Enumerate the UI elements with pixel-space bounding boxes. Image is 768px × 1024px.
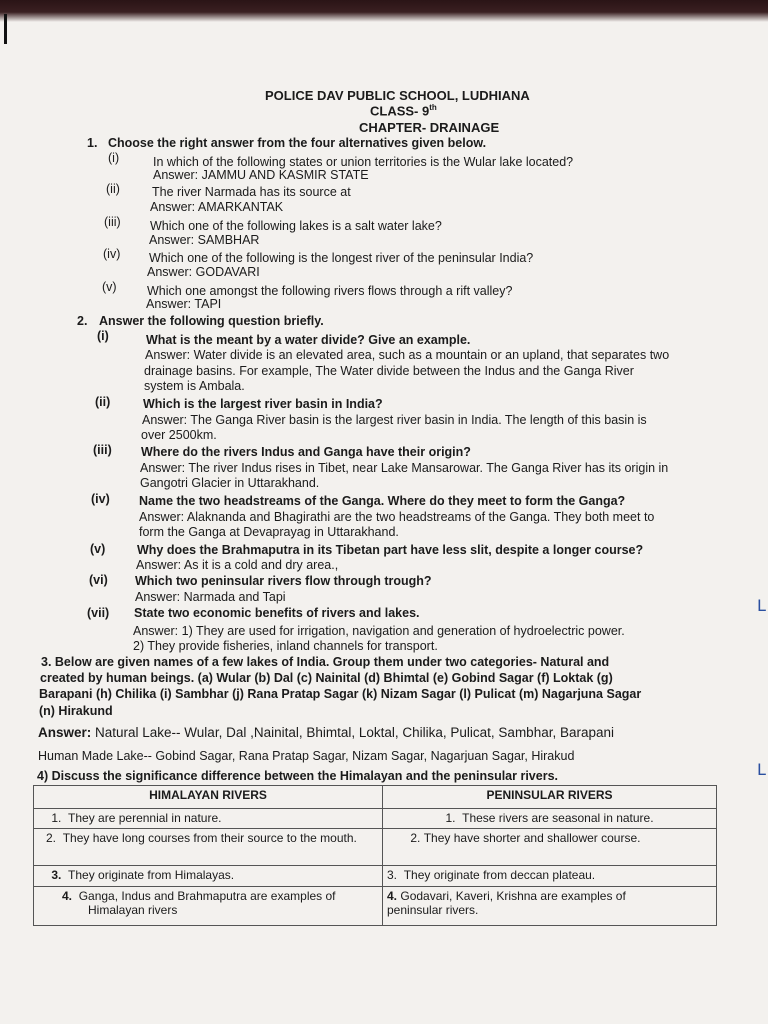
q1-item-answer: Answer: TAPI <box>146 297 222 311</box>
q2-item-answer-line: over 2500km. <box>141 428 217 442</box>
q1-number: 1. <box>87 136 98 150</box>
q1-item-answer: Answer: AMARKANTAK <box>150 200 284 214</box>
table-row <box>34 809 717 829</box>
q2-number: 2. <box>77 314 88 328</box>
table-row <box>34 829 717 866</box>
q2-item-question: Where do the rivers Indus and Ganga have their origin? <box>141 445 471 459</box>
q2-item-answer-line: Answer: 1) They are used for irrigation, navigation and generation of hydroelectric power. <box>133 624 625 638</box>
table-cell-left: 3. They originate from Himalayas. <box>34 866 383 887</box>
q1-item-question: Which one of the following lakes is a salt water lake? <box>150 219 442 233</box>
q2-item-num: (vii) <box>87 606 110 620</box>
q2-item-answer-line: Answer: The river Indus rises in Tibet, near Lake Mansarowar. The Ganga River has its origin in <box>140 461 669 475</box>
q1-item-num: (iv) <box>103 247 121 261</box>
q2-item-question: Which is the largest river basin in India? <box>143 397 383 411</box>
table-cell-left: 4. Ganga, Indus and Brahmaputra are examples of Himalayan rivers <box>34 887 383 926</box>
q3-line: (n) Hirakund <box>39 704 113 718</box>
q3-answer-human: Human Made Lake-- Gobind Sagar, Rana Pratap Sagar, Nizam Sagar, Nagarjuan Sagar, Hirakud <box>38 749 575 763</box>
q2-item-question: Name the two headstreams of the Ganga. Where do they meet to form the Ganga? <box>139 494 626 508</box>
q1-item-question: Which one amongst the following rivers flows through a rift valley? <box>147 284 513 298</box>
q1-item-answer: Answer: JAMMU AND KASMIR STATE <box>153 168 369 182</box>
q1-item-answer: Answer: SAMBHAR <box>149 233 260 247</box>
q2-item-answer-line: form the Ganga at Devaprayag in Uttarakhand. <box>139 525 399 539</box>
q2-item-num: (ii) <box>95 395 111 409</box>
q2-item-answer-line: Answer: Water divide is an elevated area, such as a mountain or an upland, that separates two <box>145 348 670 362</box>
q3-line: Barapani (h) Chilika (i) Sambhar (j) Rana Pratap Sagar (k) Nizam Sagar (l) Pulicat (m) Nagarjuna Sagar <box>39 687 642 701</box>
background-page-glyph: L <box>757 596 766 615</box>
q2-item-num: (i) <box>97 329 109 343</box>
table-cell-right: 1. These rivers are seasonal in nature. <box>383 809 717 829</box>
q4-title: 4) Discuss the significance difference between the Himalayan and the peninsular rivers. <box>37 769 559 783</box>
q2-item-answer-line: Gangotri Glacier in Uttarakhand. <box>140 476 320 490</box>
q1-item-question: The river Narmada has its source at <box>152 185 351 199</box>
q2-item-num: (iii) <box>93 443 112 457</box>
q1-item-question: Which one of the following is the longest river of the peninsular India? <box>149 251 534 265</box>
table-row <box>34 887 717 926</box>
comparison-table <box>33 785 717 926</box>
q2-item-answer-line: drainage basins. For example, The Water divide between the Indus and the Ganga River <box>144 364 634 378</box>
q1-item-question: In which of the following states or union territories is the Wular lake located? <box>153 155 574 169</box>
q3-line: 3. Below are given names of a few lakes of India. Group them under two categories- Natural and <box>41 655 610 669</box>
q2-item-question: Why does the Brahmaputra in its Tibetan part have less slit, despite a longer course? <box>137 543 644 557</box>
q2-item-num: (vi) <box>89 573 108 587</box>
q2-item-answer-line: Answer: Narmada and Tapi <box>135 590 286 604</box>
q3-answer-natural: Answer: Natural Lake-- Wular, Dal ,Nainital, Bhimtal, Loktal, Chilika, Pulicat, Sambhar, Barapani <box>38 725 615 740</box>
q1-title: Choose the right answer from the four alternatives given below. <box>108 136 487 150</box>
q1-item-num: (iii) <box>104 215 121 229</box>
q2-item-answer-line: Answer: The Ganga River basin is the largest river basin in India. The length of this basin is <box>142 413 647 427</box>
table-cell-right: 4. Godavari, Kaveri, Krishna are examples of peninsular rivers. <box>383 887 717 926</box>
table-cell-right: 2. They have shorter and shallower course. <box>383 829 717 866</box>
q2-item-num: (iv) <box>91 492 110 506</box>
background-page-glyph: L <box>757 760 766 779</box>
class-title: CLASS- 9th <box>370 103 437 119</box>
table-row <box>34 866 717 887</box>
table-header-peninsular: PENINSULAR RIVERS <box>383 786 717 809</box>
q2-item-num: (v) <box>90 542 106 556</box>
q2-item-question: What is the meant by a water divide? Give an example. <box>146 333 471 347</box>
q2-item-question: Which two peninsular rivers flow through trough? <box>135 574 432 588</box>
q2-item-question: State two economic benefits of rivers and lakes. <box>134 606 420 620</box>
table-cell-left: 2. They have long courses from their source to the mouth. <box>34 829 383 866</box>
q1-item-num: (ii) <box>106 182 120 196</box>
chapter-title: CHAPTER- DRAINAGE <box>359 120 500 135</box>
q1-item-num: (i) <box>108 151 120 165</box>
table-header-himalayan: HIMALAYAN RIVERS <box>34 786 383 809</box>
q3-line: created by human beings. (a) Wular (b) Dal (c) Nainital (d) Bhimtal (e) Gobind Sagar (f) Loktak (g) <box>40 671 613 685</box>
table-cell-left: 1. They are perennial in nature. <box>34 809 383 829</box>
q2-item-answer-line: 2) They provide fisheries, inland channels for transport. <box>133 639 438 653</box>
q2-item-answer-line: system is Ambala. <box>144 379 245 393</box>
school-name: POLICE DAV PUBLIC SCHOOL, LUDHIANA <box>265 88 530 103</box>
q2-item-answer-line: Answer: As it is a cold and dry area., <box>136 558 339 572</box>
q1-item-num: (v) <box>102 280 117 294</box>
q2-item-answer-line: Answer: Alaknanda and Bhagirathi are the two headstreams of the Ganga. They both meet to <box>139 510 655 524</box>
q1-item-answer: Answer: GODAVARI <box>147 265 260 279</box>
table-cell-right: 3. They originate from deccan plateau. <box>383 866 717 887</box>
q2-title: Answer the following question briefly. <box>99 314 324 328</box>
